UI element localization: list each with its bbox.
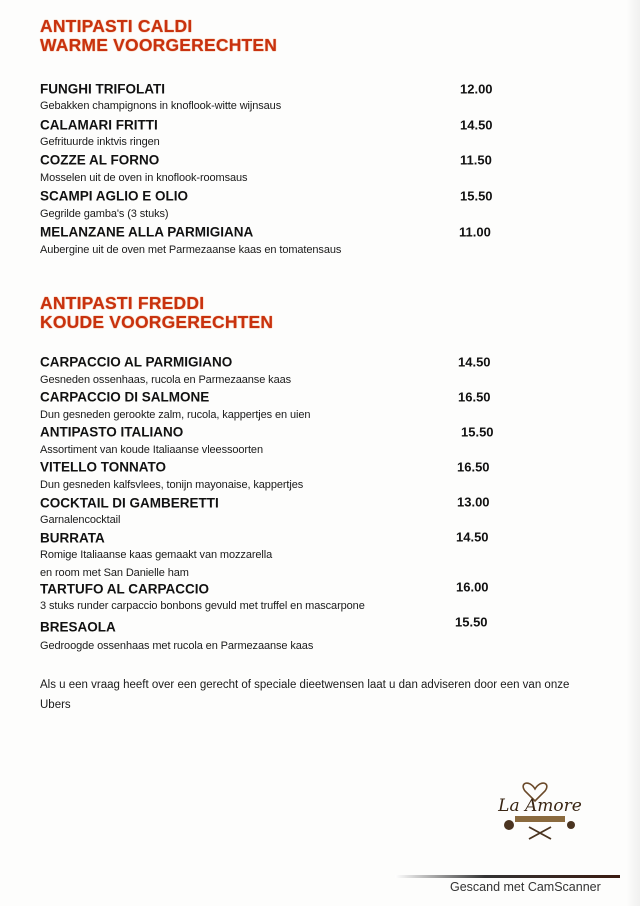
menu-item-price: 12.00 — [460, 81, 493, 97]
menu-item-name: COCKTAIL DI GAMBERETTI — [40, 495, 219, 511]
menu-item-price: 15.50 — [460, 188, 493, 204]
menu-item-name: VITELLO TONNATO — [40, 459, 167, 475]
menu-item-desc: Dun gesneden kalfsvlees, tonijn mayonaise, kappertjes — [40, 479, 304, 491]
menu-item-desc: 3 stuks runder carpaccio bonbons gevuld met truffel en mascarpone — [40, 600, 365, 612]
menu-item-name: CALAMARI FRITTI — [40, 117, 158, 133]
menu-item-price: 13.00 — [457, 494, 490, 510]
dietary-note: Als u een vraag heeft over een gerecht of speciale dieetwensen laat u dan adviseren door een van onze Ubers — [40, 679, 570, 711]
menu-item-price: 14.50 — [460, 117, 493, 133]
section-title-antipasti-caldi — [40, 17, 277, 55]
menu-item-name: CARPACCIO AL PARMIGIANO — [40, 354, 233, 370]
page-edge-shadow — [626, 0, 640, 906]
divider — [395, 875, 620, 878]
menu-item-name: COZZE AL FORNO — [40, 152, 160, 168]
menu-item-desc: Gebakken champignons in knoflook-witte wijnsaus — [40, 100, 282, 112]
menu-item-price: 14.50 — [458, 354, 491, 370]
menu-item-name: ANTIPASTO ITALIANO — [40, 424, 184, 440]
section-subtitle-line: WARME VOORGERECHTEN — [40, 35, 278, 55]
menu-item-price: 16.00 — [456, 579, 489, 595]
menu-item-price: 15.50 — [455, 614, 488, 630]
menu-item-name: BRESAOLA — [40, 619, 116, 635]
menu-item-desc: Gegrilde gamba's (3 stuks) — [40, 208, 169, 220]
section-title-line: ANTIPASTI FREDDI — [40, 293, 205, 313]
menu-item-desc: Garnalencocktail — [40, 514, 121, 526]
menu-item-name: MELANZANE ALLA PARMIGIANA — [40, 224, 254, 240]
menu-item-name: TARTUFO AL CARPACCIO — [40, 581, 209, 597]
menu-item-desc: Gesneden ossenhaas, rucola en Parmezaanse kaas — [40, 374, 292, 386]
menu-item-price: 11.50 — [460, 152, 492, 168]
menu-item-name: SCAMPI AGLIO E OLIO — [40, 188, 189, 204]
camscanner-watermark: Gescand met CamScanner — [450, 880, 601, 894]
menu-item-desc: Aubergine uit de oven met Parmezaanse kaas en tomatensaus — [40, 244, 342, 256]
section-title-antipasti-freddi — [40, 294, 273, 332]
section-subtitle-line: KOUDE VOORGERECHTEN — [40, 312, 274, 332]
menu-item-desc: Mosselen uit de oven in knoflook-roomsaus — [40, 172, 248, 184]
menu-item-price: 16.50 — [457, 459, 490, 475]
menu-item-desc: Romige Italiaanse kaas gemaakt van mozzarella — [40, 549, 273, 561]
menu-item-price: 11.00 — [459, 224, 491, 240]
menu-item-desc: Gedroogde ossenhaas met rucola en Parmezaanse kaas — [40, 640, 314, 652]
svg-text:La Amore: La Amore — [498, 796, 582, 816]
menu-item-desc-line2: en room met San Danielle ham — [40, 567, 189, 579]
menu-item-price: 15.50 — [461, 424, 494, 440]
menu-item-price: 14.50 — [456, 529, 489, 545]
menu-item-price: 16.50 — [458, 389, 491, 405]
menu-item-desc: Dun gesneden gerookte zalm, rucola, kappertjes en uien — [40, 409, 311, 421]
la-amore-logo — [495, 775, 585, 845]
menu-item-name: FUNGHI TRIFOLATI — [40, 81, 165, 97]
menu-item-name: BURRATA — [40, 530, 105, 546]
menu-item-desc: Assortiment van koude Italiaanse vleessoorten — [40, 444, 263, 456]
menu-item-name: CARPACCIO DI SALMONE — [40, 389, 210, 405]
section-title-line: ANTIPASTI CALDI — [40, 16, 193, 36]
menu-item-desc: Gefrituurde inktvis ringen — [40, 136, 160, 148]
